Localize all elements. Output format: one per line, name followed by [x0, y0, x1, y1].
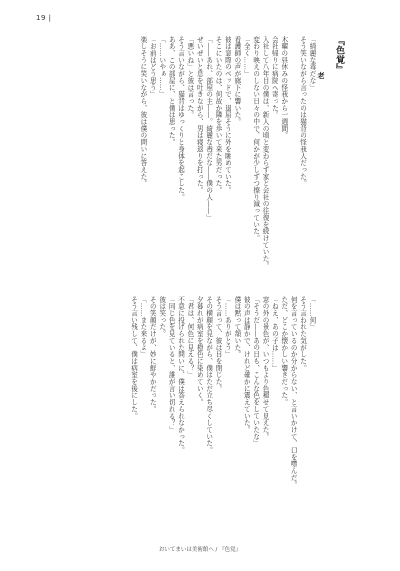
text-line: ぜいぜいと息を吐きながら、男は寝返りを打った。	[195, 36, 204, 194]
text-line: 会社帰りに病院へ寄った。	[270, 36, 279, 119]
text-line: 「――あれ、部屋の主――。綺麗な毒だな――僕の人――」	[204, 36, 213, 221]
text-line: 彼は窓際のベッドで、退屈そうに外を眺めていた。	[223, 36, 232, 194]
text-line: ああ、この部屋に、と僕は思った。	[167, 36, 176, 146]
text-line: そう言って、彼は目を閉じた。	[214, 296, 223, 392]
text-line: 「……いやぁ……」	[157, 36, 166, 98]
text-line: 「君は、何色に見える？」	[185, 296, 194, 379]
text-line: 「……また来るよ」	[138, 296, 147, 358]
text-line: 「……ありがとう」	[223, 296, 232, 358]
upper-text-block	[56, 36, 316, 282]
text-line: その横顔を見ながら、僕はただ立ち尽くしていた。	[204, 296, 213, 454]
lower-text-block	[56, 296, 316, 532]
text-line: 「同じ色を見ていると、誰が言い切れる？」	[167, 296, 176, 433]
text-line: 「お前はどう思う」	[148, 36, 157, 98]
text-line: 看護師の声が廊下に響いた。	[232, 36, 241, 126]
text-line: 何を言っているのか分からない、と言いかけて、口を噤んだ。	[289, 296, 298, 488]
text-line: 彼は笑った。	[157, 296, 166, 338]
text-line: 「そうだ――あの日も、こんな色をしていたな」	[251, 296, 260, 447]
text-line: そう言いながら、猫背はゆっくりと身体を起こした。	[176, 36, 185, 201]
text-line: 夕暮れが病室を橙色に染めていく。	[195, 296, 204, 406]
text-line: 不意に投げられた問いに、僕は答えられなかった。	[176, 296, 185, 454]
page-footer: おいてまいは美術館へ / 『色覚』	[158, 547, 242, 553]
text-line: 窓の外の景色が、いつもより色褪せて見えた。	[261, 296, 270, 440]
text-line: 「……何」	[308, 296, 316, 331]
text-line: 「悪いね」と彼は言った。	[185, 36, 194, 119]
text-line: そう言い残して、僕は病室を後にした。	[129, 296, 138, 420]
text-line: そう笑いながら言ったのは猫背の怪我人だった。	[298, 36, 307, 187]
text-line: そう言われた気がした。	[298, 296, 307, 372]
page-number: 19 |	[36, 14, 52, 22]
text-line: 僕は黙って頷いた。	[232, 296, 241, 358]
text-line: 「全く……」	[242, 36, 251, 78]
text-line: その笑顔だけが、妙に鮮やかだった。	[148, 296, 157, 413]
text-line: 彼の声は静かで、けれど確かに震えていた。	[242, 296, 251, 433]
text-line: そこにいたのは、何故か隣を歩いて来た男だった。	[214, 36, 223, 194]
text-line: 入社して八年目の僕は、新人の頃と変わらず家と会社の往復を続けていた。	[261, 36, 270, 269]
text-line: 「綺麗な毒だな」	[308, 36, 316, 91]
text-line: 木曜の昼休みの怪我から一週間。	[279, 36, 288, 139]
author-name: 老	[317, 72, 326, 79]
text-line: 「ねえ、あの子は……」	[270, 296, 279, 372]
story-title: 『色覚』	[334, 36, 344, 74]
text-line: 変わり映えのしない日々の中で、何かが少しずつ擦り減っていた。	[251, 36, 260, 242]
text-line: ただ、どこか懐かしい響きだった。	[279, 296, 288, 406]
text-line	[288, 36, 297, 282]
text-line: 楽しそうに笑いながら、彼は僕の問いに答えた。	[138, 36, 147, 187]
